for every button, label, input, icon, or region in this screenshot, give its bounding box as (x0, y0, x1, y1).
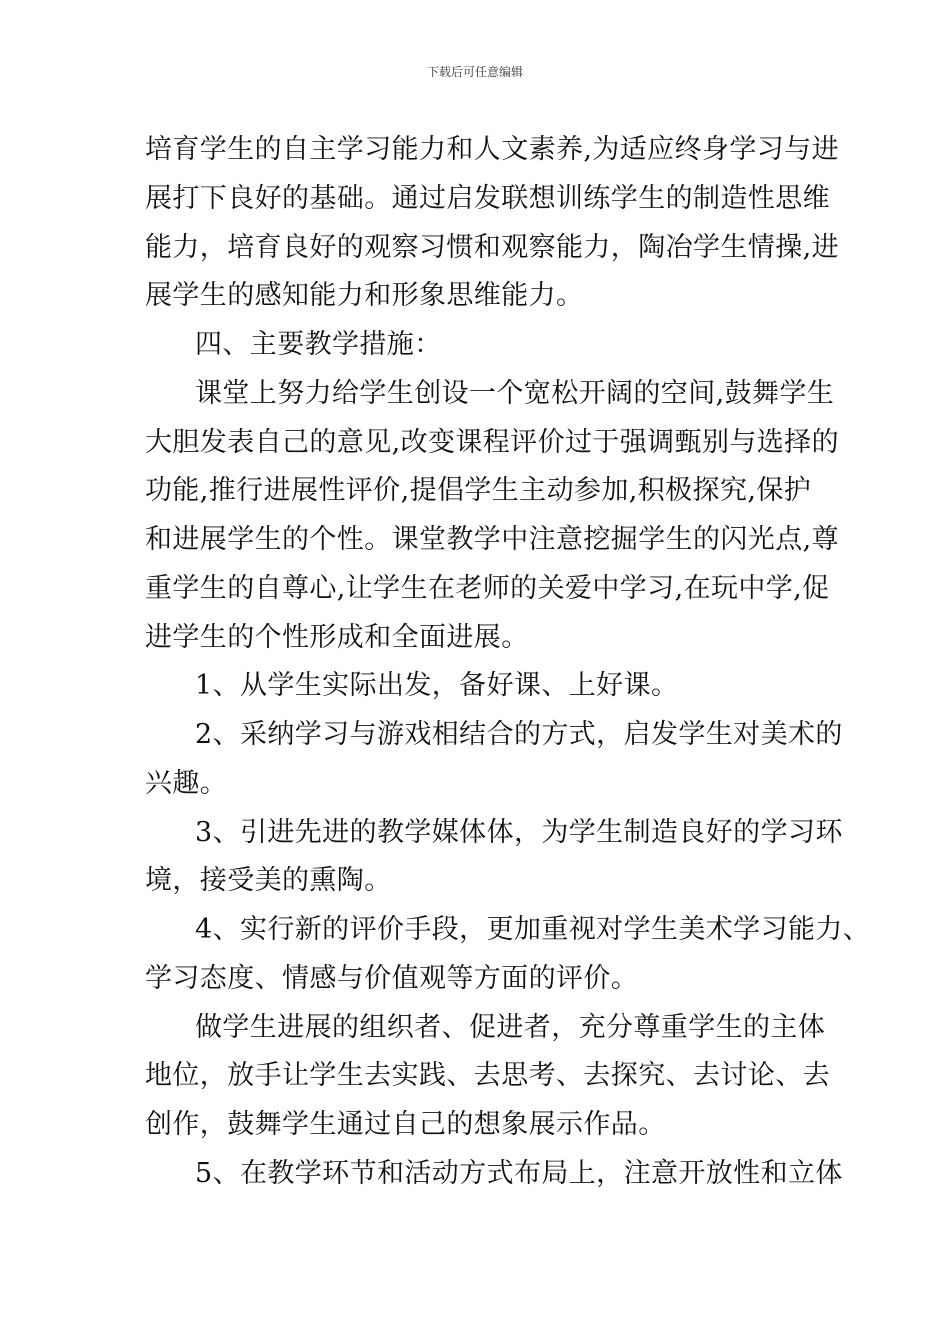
list-item-1 (145, 662, 825, 711)
text-line: 和进展学生的个性。课堂教学中注意挖掘学生的闪光点,尊 (145, 524, 839, 555)
text-line: 学习态度、情感与价值观等方面的评价。 (145, 962, 639, 994)
list-item-5 (145, 1150, 843, 1199)
text-line: 课堂上努力给学生创设一个宽松开阔的空间,鼓舞学生 (195, 377, 835, 409)
paragraph-organizer (145, 1004, 830, 1150)
text-line: 2、采纳学习与游戏相结合的方式，启发学生对美术的 (195, 719, 843, 750)
paragraph-goals-continuation (145, 126, 839, 321)
text-line: 1、从学生实际出发，备好课、上好课。 (195, 670, 679, 702)
text-line: 4、实行新的评价手段，更加重视对学生美术学习能力、 (195, 914, 871, 945)
list-item-4 (145, 906, 871, 1004)
text-line: 3、引进先进的教学媒体体，为学生制造良好的学习环 (195, 816, 843, 848)
paragraph-classroom (145, 370, 839, 663)
list-item-2 (145, 711, 843, 809)
text-line: 创作，鼓舞学生通过自己的想象展示作品。 (145, 1109, 666, 1140)
section-heading-teaching-measures (145, 321, 825, 370)
text-line: 兴趣。 (145, 767, 228, 799)
document-body (145, 126, 871, 1199)
list-item-3 (145, 809, 843, 907)
text-line: 能力，培育良好的观察习惯和观察能力，陶冶学生情操,进 (145, 231, 839, 263)
text-line: 展学生的感知能力和形象思维能力。 (145, 280, 584, 312)
text-line: 重学生的自尊心,让学生在老师的关爱中学习,在玩中学,促 (145, 572, 830, 604)
text-line: 培育学生的自主学习能力和人文素养,为适应终身学习与进 (145, 134, 839, 165)
text-line: 境，接受美的熏陶。 (145, 865, 392, 897)
text-line: 四、主要教学措施： (195, 329, 442, 360)
text-line: 地位，放手让学生去实践、去思考、去探究、去讨论、去 (145, 1060, 830, 1092)
text-line: 5、在教学环节和活动方式布局上，注意开放性和立体 (195, 1157, 843, 1189)
text-line: 大胆发表自己的意见,改变课程评价过于强调甄别与选择的 (145, 426, 839, 458)
text-line: 功能,推行进展性评价,提倡学生主动参加,积极探究,保护 (145, 475, 812, 507)
page-header: 下载后可任意编辑 (426, 65, 523, 79)
text-line: 展打下良好的基础。通过启发联想训练学生的制造性思维 (145, 182, 830, 214)
text-line: 做学生进展的组织者、促进者，充分尊重学生的主体 (195, 1011, 826, 1043)
text-line: 进学生的个性形成和全面进展。 (145, 621, 529, 653)
